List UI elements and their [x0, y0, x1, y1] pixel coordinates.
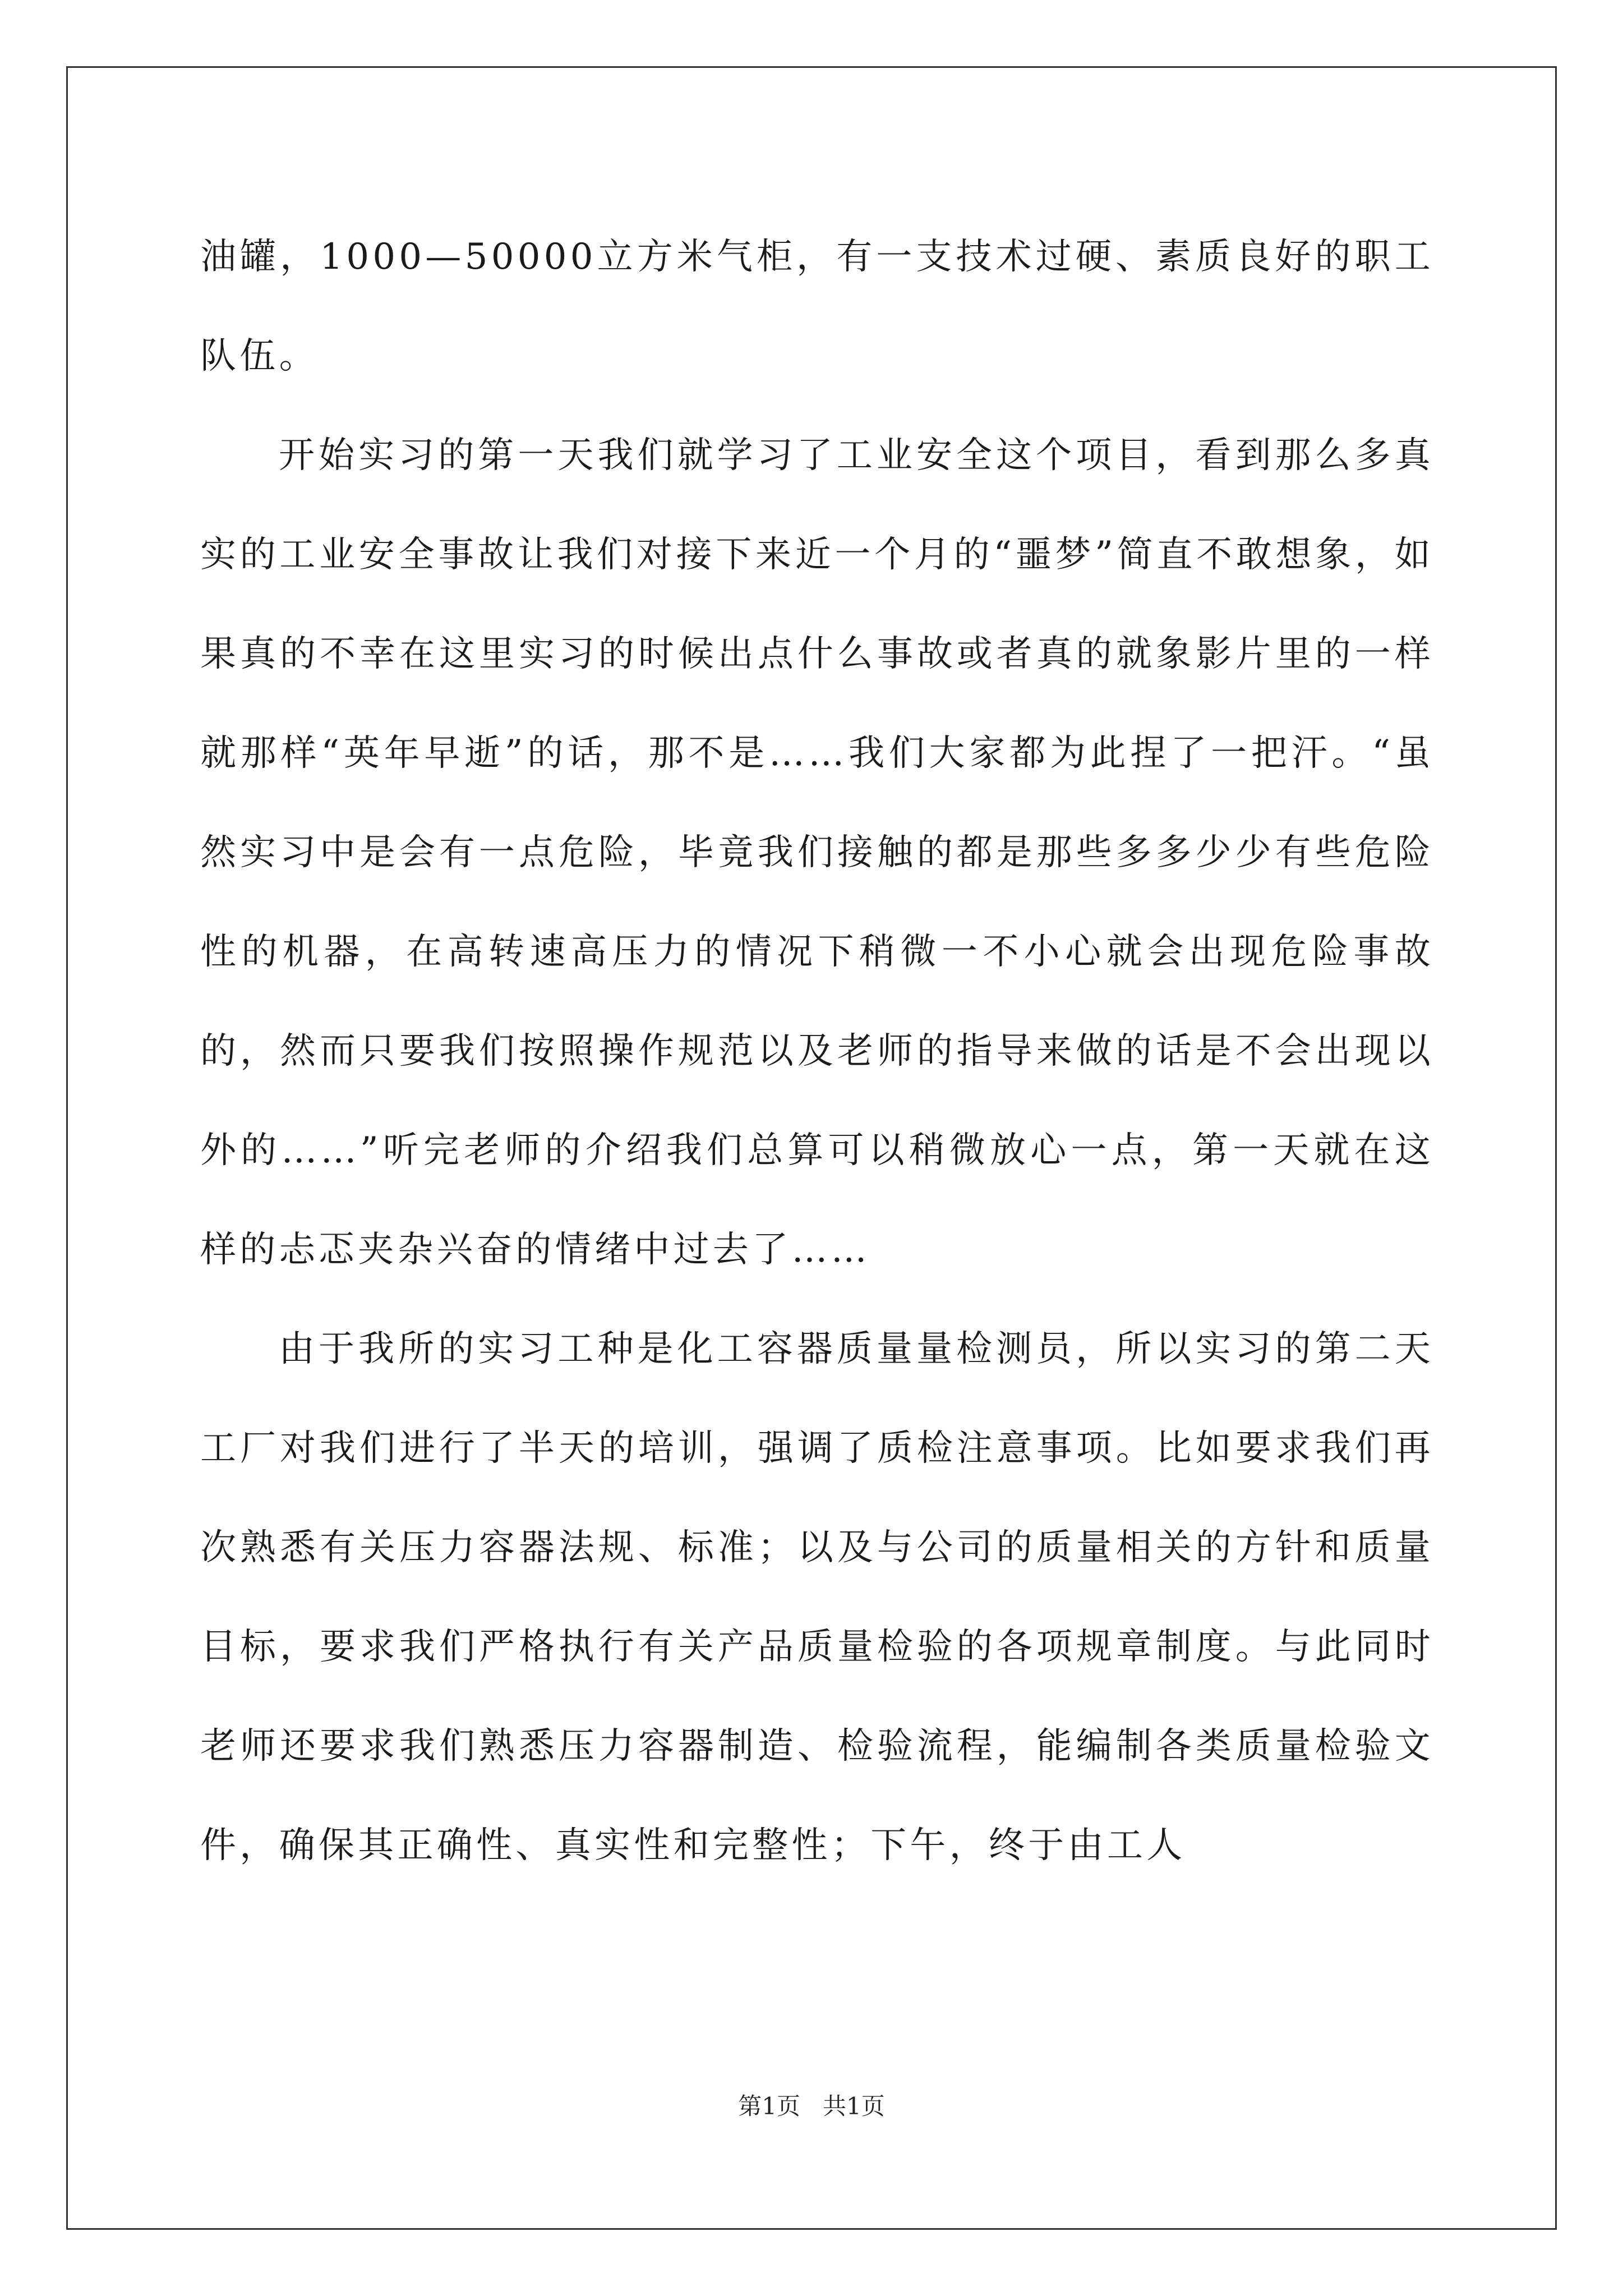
paragraph-3: 由于我所的实习工种是化工容器质量量检测员，所以实习的第二天工厂对我们进行了半天的培训，强调了质检注意事项。比如要求我们再次熟悉有关压力容器法规、标准；以及与公司的质量相关的方针和质量目标，要求我们严格执行有关产品质量检验的各项规章制度。与此同时老师还要求我们熟悉压力容器制造、检验流程，能编制各类质量检验文件，确保其正确性、真实性和完整性；下午，终于由工人: [200, 1328, 1434, 1866]
page-number-label: 第1页: [738, 2092, 800, 2120]
document-body: [200, 208, 1434, 1895]
page-total-label: 共1页: [823, 2092, 885, 2120]
paragraph-2: 开始实习的第一天我们就学习了工业安全这个项目，看到那么多真实的工业安全事故让我们对接下来近一个月的“噩梦”简直不敢想象，如果真的不幸在这里实习的时候出点什么事故或者真的就象影片里的一样就那样“英年早逝”的话，那不是……我们大家都为此捏了一把汗。“虽然实习中是会有一点危险，毕竟我们接触的都是那些多多少少有些危险性的机器，在高转速高压力的情况下稍微一不小心就会出现危险事故的，然而只要我们按照操作规范以及老师的指导来做的话是不会出现以外的……”听完老师的介绍我们总算可以稍微放心一点，第一天就在这样的忐忑夹杂兴奋的情绪中过去了……: [200, 435, 1434, 1271]
paragraph-1: 油罐，1000—50000立方米气柜，有一支技术过硬、素质良好的职工队伍。: [200, 236, 1434, 377]
page-footer: [0, 2090, 1623, 2123]
